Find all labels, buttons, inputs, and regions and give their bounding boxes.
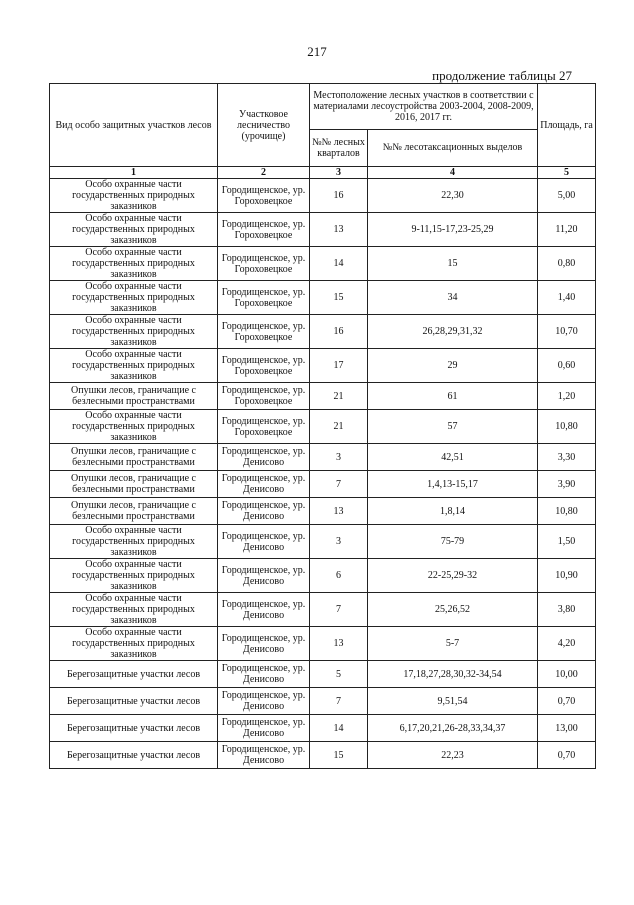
cell-plots: 15 — [368, 247, 538, 281]
cell-protection-type: Особо охранные части государственных природных заказников — [50, 247, 218, 281]
table-row — [50, 349, 596, 383]
cell-plots: 22,30 — [368, 179, 538, 213]
cell-plots: 25,26,52 — [368, 593, 538, 627]
cell-area: 0,80 — [538, 247, 596, 281]
cell-protection-type: Особо охранные части государственных природных заказников — [50, 281, 218, 315]
cell-protection-type: Особо охранные части государственных природных заказников — [50, 627, 218, 661]
cell-protection-type: Особо охранные части государственных природных заказников — [50, 315, 218, 349]
cell-forestry: Городищенское, ур. Денисово — [218, 627, 310, 661]
cell-plots: 6,17,20,21,26-28,33,34,37 — [368, 715, 538, 742]
cell-quarter: 17 — [310, 349, 368, 383]
cell-area: 5,00 — [538, 179, 596, 213]
cell-protection-type: Особо охранные части государственных природных заказников — [50, 525, 218, 559]
cell-quarter: 16 — [310, 315, 368, 349]
cell-protection-type: Особо охранные части государственных природных заказников — [50, 213, 218, 247]
cell-protection-type: Особо охранные части государственных природных заказников — [50, 593, 218, 627]
header-area: Площадь, га — [538, 84, 596, 167]
cell-forestry: Городищенское, ур. Денисово — [218, 742, 310, 769]
cell-forestry: Городищенское, ур. Денисово — [218, 498, 310, 525]
cell-area: 0,70 — [538, 742, 596, 769]
cell-forestry: Городищенское, ур. Денисово — [218, 715, 310, 742]
cell-area: 10,70 — [538, 315, 596, 349]
table-row — [50, 742, 596, 769]
cell-forestry: Городищенское, ур. Гороховецкое — [218, 247, 310, 281]
cell-plots: 26,28,29,31,32 — [368, 315, 538, 349]
table-row — [50, 715, 596, 742]
table-continuation-caption: продолжение таблицы 27 — [432, 68, 572, 83]
cell-forestry: Городищенское, ур. Денисово — [218, 471, 310, 498]
cell-protection-type: Опушки лесов, граничащие с безлесными пространствами — [50, 471, 218, 498]
cell-quarter: 13 — [310, 213, 368, 247]
cell-plots: 34 — [368, 281, 538, 315]
cell-area: 4,20 — [538, 627, 596, 661]
cell-protection-type: Берегозащитные участки лесов — [50, 661, 218, 688]
cell-area: 10,80 — [538, 498, 596, 525]
cell-forestry: Городищенское, ур. Гороховецкое — [218, 315, 310, 349]
cell-protection-type: Берегозащитные участки лесов — [50, 742, 218, 769]
cell-area: 1,50 — [538, 525, 596, 559]
cell-protection-type: Особо охранные части государственных природных заказников — [50, 179, 218, 213]
cell-quarter: 13 — [310, 627, 368, 661]
cell-forestry: Городищенское, ур. Денисово — [218, 593, 310, 627]
table-row — [50, 410, 596, 444]
cell-quarter: 15 — [310, 281, 368, 315]
cell-plots: 9-11,15-17,23-25,29 — [368, 213, 538, 247]
header-location: Местоположение лесных участков в соответствии с материалами лесоустройства 2003-2004, 2008-2009, 2016, 2017 гг. — [310, 84, 538, 130]
cell-plots: 9,51,54 — [368, 688, 538, 715]
cell-quarter: 3 — [310, 525, 368, 559]
table-row — [50, 688, 596, 715]
table-row — [50, 661, 596, 688]
cell-quarter: 16 — [310, 179, 368, 213]
cell-protection-type: Особо охранные части государственных природных заказников — [50, 410, 218, 444]
cell-quarter: 7 — [310, 471, 368, 498]
cell-quarter: 14 — [310, 247, 368, 281]
cell-area: 1,40 — [538, 281, 596, 315]
table-row — [50, 525, 596, 559]
cell-quarter: 3 — [310, 444, 368, 471]
table-row — [50, 213, 596, 247]
cell-protection-type: Берегозащитные участки лесов — [50, 688, 218, 715]
cell-area: 1,20 — [538, 383, 596, 410]
cell-quarter: 7 — [310, 593, 368, 627]
cell-quarter: 15 — [310, 742, 368, 769]
cell-area: 10,80 — [538, 410, 596, 444]
cell-plots: 1,4,13-15,17 — [368, 471, 538, 498]
cell-plots: 22-25,29-32 — [368, 559, 538, 593]
cell-quarter: 14 — [310, 715, 368, 742]
cell-area: 13,00 — [538, 715, 596, 742]
cell-forestry: Городищенское, ур. Гороховецкое — [218, 281, 310, 315]
column-number: 1 — [50, 167, 218, 179]
column-number: 4 — [368, 167, 538, 179]
column-number: 3 — [310, 167, 368, 179]
cell-forestry: Городищенское, ур. Гороховецкое — [218, 410, 310, 444]
cell-quarter: 6 — [310, 559, 368, 593]
cell-plots: 1,8,14 — [368, 498, 538, 525]
table-row — [50, 498, 596, 525]
cell-forestry: Городищенское, ур. Денисово — [218, 525, 310, 559]
cell-forestry: Городищенское, ур. Денисово — [218, 688, 310, 715]
cell-plots: 5-7 — [368, 627, 538, 661]
table-row — [50, 593, 596, 627]
table-row — [50, 559, 596, 593]
cell-forestry: Городищенское, ур. Гороховецкое — [218, 349, 310, 383]
cell-forestry: Городищенское, ур. Гороховецкое — [218, 383, 310, 410]
column-number: 2 — [218, 167, 310, 179]
column-number-row — [50, 167, 596, 179]
cell-quarter: 13 — [310, 498, 368, 525]
cell-area: 0,70 — [538, 688, 596, 715]
table-row — [50, 247, 596, 281]
cell-plots: 17,18,27,28,30,32-34,54 — [368, 661, 538, 688]
header-plots: №№ лесотаксационных выделов — [368, 129, 538, 166]
cell-area: 11,20 — [538, 213, 596, 247]
table-row — [50, 315, 596, 349]
cell-quarter: 21 — [310, 410, 368, 444]
page-number: 217 — [307, 44, 327, 59]
cell-forestry: Городищенское, ур. Гороховецкое — [218, 179, 310, 213]
cell-forestry: Городищенское, ур. Денисово — [218, 444, 310, 471]
table-row — [50, 281, 596, 315]
cell-area: 3,80 — [538, 593, 596, 627]
table-row — [50, 471, 596, 498]
cell-protection-type: Опушки лесов, граничащие с безлесными пространствами — [50, 383, 218, 410]
cell-protection-type: Особо охранные части государственных природных заказников — [50, 559, 218, 593]
cell-plots: 22,23 — [368, 742, 538, 769]
table-row — [50, 383, 596, 410]
forest-plots-table — [49, 83, 596, 769]
column-number: 5 — [538, 167, 596, 179]
cell-area: 3,90 — [538, 471, 596, 498]
table-row — [50, 444, 596, 471]
cell-forestry: Городищенское, ур. Гороховецкое — [218, 213, 310, 247]
header-quarter: №№ лесных кварталов — [310, 129, 368, 166]
cell-forestry: Городищенское, ур. Денисово — [218, 559, 310, 593]
cell-quarter: 5 — [310, 661, 368, 688]
cell-plots: 57 — [368, 410, 538, 444]
table-row — [50, 627, 596, 661]
table-row — [50, 179, 596, 213]
header-forestry: Участковое лесничество (урочище) — [218, 84, 310, 167]
cell-protection-type: Особо охранные части государственных природных заказников — [50, 349, 218, 383]
cell-plots: 61 — [368, 383, 538, 410]
cell-protection-type: Берегозащитные участки лесов — [50, 715, 218, 742]
cell-quarter: 21 — [310, 383, 368, 410]
cell-protection-type: Опушки лесов, граничащие с безлесными пространствами — [50, 498, 218, 525]
cell-area: 10,00 — [538, 661, 596, 688]
cell-area: 10,90 — [538, 559, 596, 593]
cell-area: 3,30 — [538, 444, 596, 471]
cell-quarter: 7 — [310, 688, 368, 715]
cell-plots: 29 — [368, 349, 538, 383]
cell-area: 0,60 — [538, 349, 596, 383]
header-row-top — [50, 84, 596, 130]
cell-forestry: Городищенское, ур. Денисово — [218, 661, 310, 688]
cell-plots: 42,51 — [368, 444, 538, 471]
header-protection-type: Вид особо защитных участков лесов — [50, 84, 218, 167]
cell-plots: 75-79 — [368, 525, 538, 559]
cell-protection-type: Опушки лесов, граничащие с безлесными пространствами — [50, 444, 218, 471]
